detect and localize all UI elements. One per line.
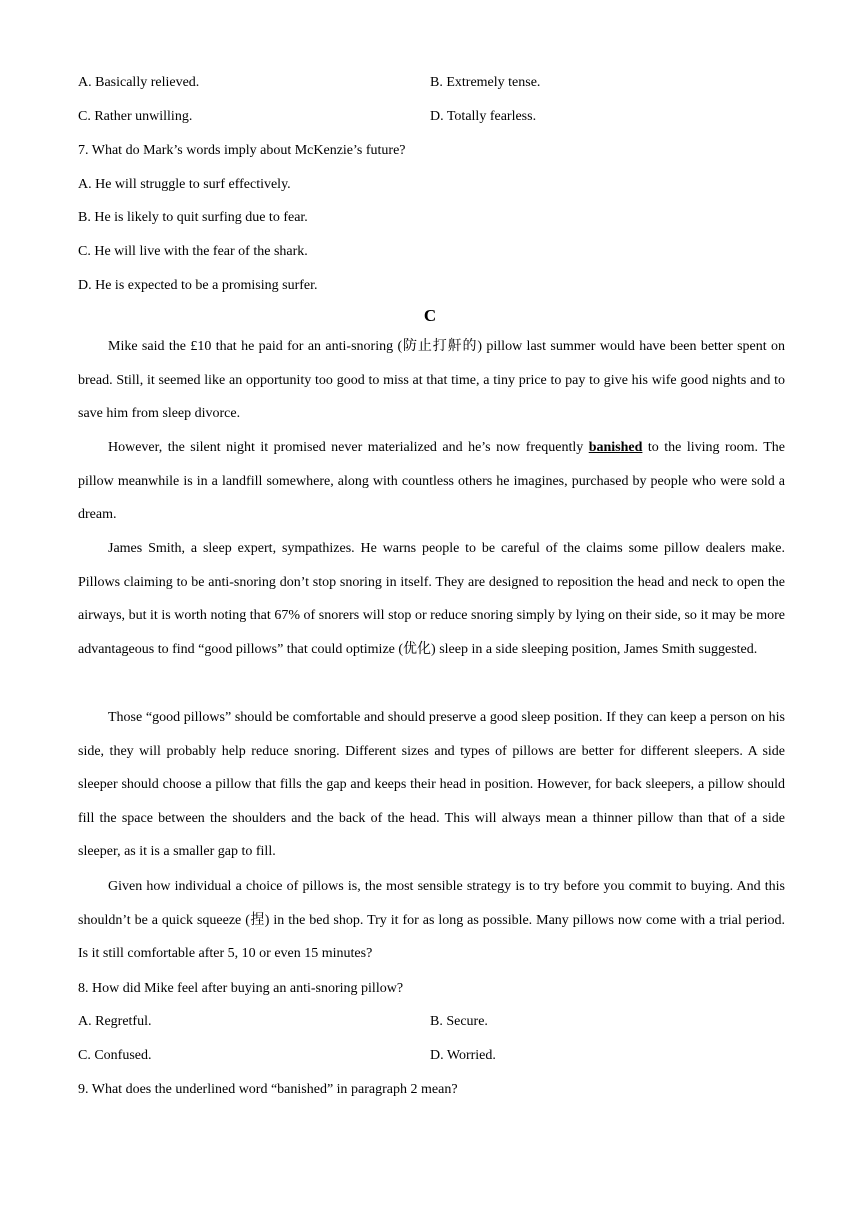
- paragraph-5: Given how individual a choice of pillows is, the most sensible strategy is to try before you commit to buying. And this shouldn’t be a quick squeeze (捏) in the bed shop. Try it for as long as possible. Many pillows now come with a trial period. Is it still comfortable after 5, 10 or even 15 minutes?: [78, 879, 785, 962]
- q7-option-d: D. He is expected to be a promising surfer.: [78, 278, 318, 293]
- q6-option-d: D. Totally fearless.: [430, 109, 537, 124]
- q8-option-d: D. Worried.: [430, 1048, 496, 1063]
- q8-option-a: A. Regretful.: [78, 1014, 152, 1029]
- q6-option-b: B. Extremely tense.: [430, 75, 541, 90]
- paragraph-3: James Smith, a sleep expert, sympathizes. He warns people to be careful of the claims some pillow dealers make. Pillows claiming to be anti-snoring don’t stop snoring in itself. They are designed to reposition the head and neck to open the airways, but it is worth noting that 67% of snorers will stop or reduce snoring simply by lying on their side, so it may be more advantageous to find “good pillows” that could optimize (优化) sleep in a side sleeping position, James Smith suggested.: [78, 541, 785, 657]
- q7-question: 7. What do Mark’s words imply about McKenzie’s future?: [78, 143, 406, 158]
- paragraph-2: [78, 431, 785, 532]
- q9-question: 9. What does the underlined word “banished” in paragraph 2 mean?: [78, 1082, 458, 1097]
- q7-option-a: A. He will struggle to surf effectively.: [78, 177, 291, 192]
- q8-option-b: B. Secure.: [430, 1014, 488, 1029]
- underlined-word: banished: [588, 440, 643, 455]
- q7-option-c: C. He will live with the fear of the shark.: [78, 244, 308, 259]
- paragraph-2-text-after: to the living room. The pillow meanwhile is in a landfill somewhere, along with countless others he imagines, purchased by people who were sold a dream.: [78, 440, 785, 523]
- section-heading: C: [423, 306, 437, 325]
- q6-option-c: C. Rather unwilling.: [78, 109, 193, 124]
- paragraph-1: Mike said the £10 that he paid for an anti-snoring (防止打鼾的) pillow last summer would have been better spent on bread. Still, it seemed like an opportunity too good to miss at that time, a tiny price to pay to give his wife good nights and to save him from sleep divorce.: [78, 339, 785, 422]
- q8-question: 8. How did Mike feel after buying an anti-snoring pillow?: [78, 981, 404, 996]
- q6-option-a: A. Basically relieved.: [78, 75, 200, 90]
- q7-option-b: B. He is likely to quit surfing due to fear.: [78, 210, 308, 225]
- paragraph-2-text-before: However, the silent night it promised never materialized and he’s now frequently: [108, 440, 589, 455]
- q8-option-c: C. Confused.: [78, 1048, 152, 1063]
- paragraph-4: Those “good pillows” should be comfortable and should preserve a good sleep position. If they can keep a person on his side, they will probably help reduce snoring. Different sizes and types of pillows are better for different sleepers. A side sleeper should choose a pillow that fills the gap and keeps their head in position. However, for back sleepers, a pillow should fill the space between the shoulders and the back of the head. This will always mean a thinner pillow than that of a side sleeper, as it is a smaller gap to fill.: [78, 710, 785, 860]
